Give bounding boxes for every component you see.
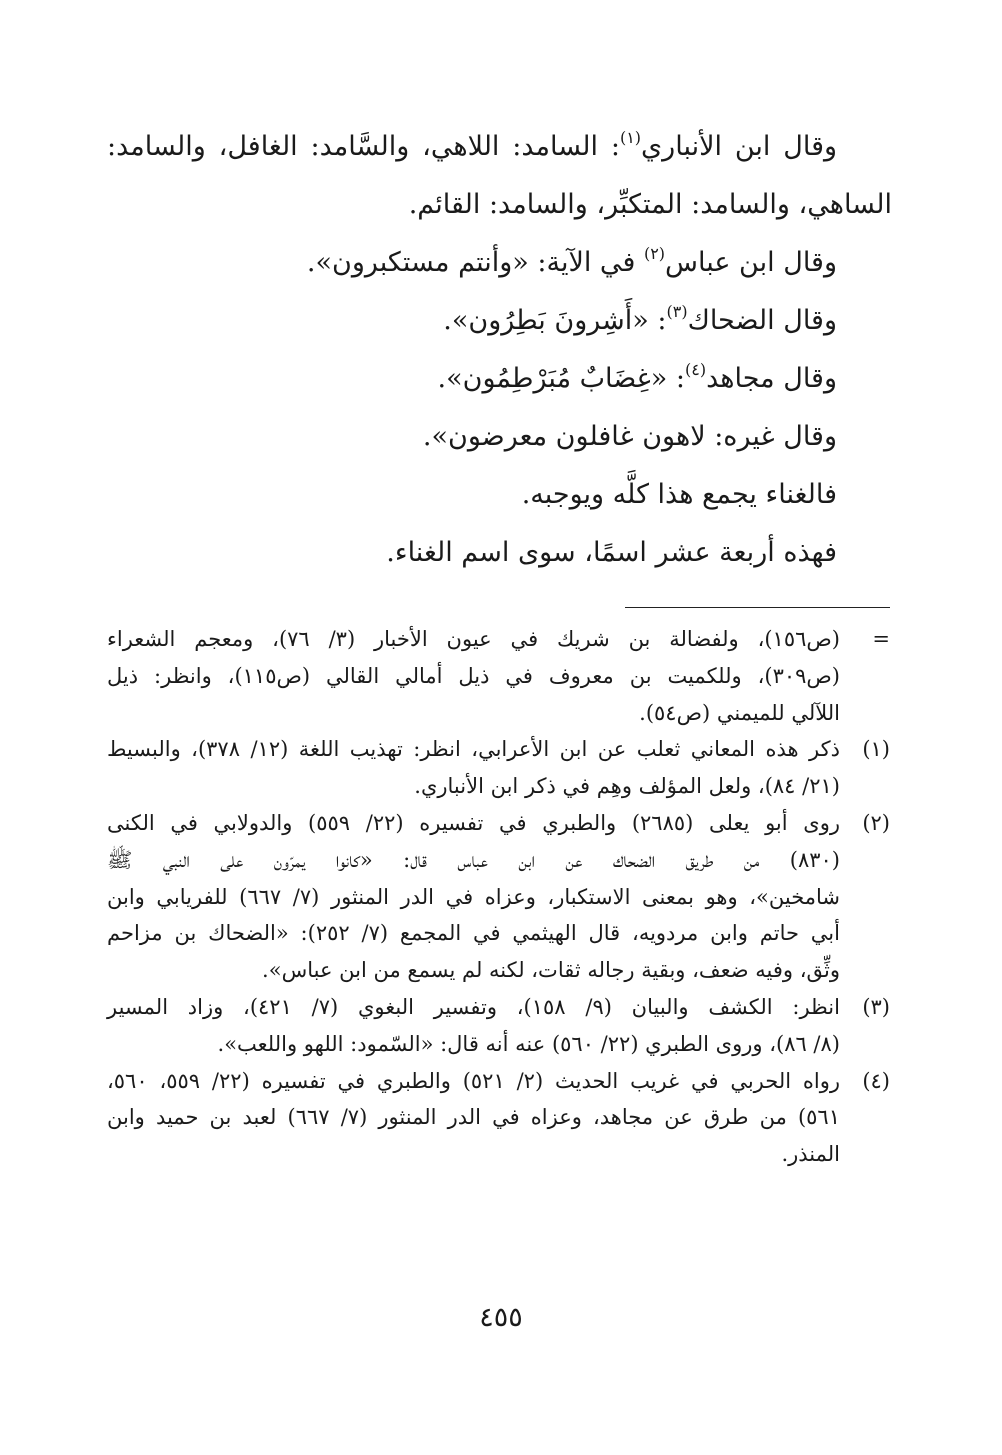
main-text-segment: وقال مجاهد	[706, 363, 837, 394]
footnote-reference: (٢)	[643, 244, 666, 263]
main-text-segment: في الآية: «وأنتم مستكبرون».	[306, 247, 644, 278]
footnote-line: المنذر.	[781, 1142, 840, 1167]
main-text-line	[107, 292, 892, 350]
main-text-segment: : «أَشِرونَ بَطِرُون».	[443, 305, 667, 336]
footnote-line: أبي حاتم وابن مردويه، قال الهيثمي في المجمع (٧/ ٢٥٢): «الضحاك بن مزاحم	[107, 921, 840, 946]
footnote-marker: (٢)	[862, 810, 890, 835]
footnote-line: وثِّق، وفيه ضعف، وبقية رجاله ثقات، لكنه لم يسمع من ابن عباس».	[262, 958, 840, 983]
footnote-line: (ص٣٠٩)، وللكميت بن معروف في ذيل أمالي القالي (ص١١٥)، وانظر: ذيل	[107, 663, 840, 688]
footnote-line: اللآلي للميمني (ص٥٤).	[639, 700, 840, 725]
main-text-segment: : السامد: اللاهي، والسَّامد: الغافل، والسامد:	[107, 131, 620, 162]
main-text-line	[107, 408, 892, 466]
footnote	[107, 805, 890, 989]
footnote-reference: (١)	[619, 128, 642, 147]
footnote-marker: =	[872, 627, 890, 651]
footnote	[107, 1063, 890, 1173]
main-text	[107, 118, 892, 582]
footnote-body	[107, 731, 840, 805]
footnote-marker: (٣)	[862, 994, 890, 1019]
page-number: ٤٥٥	[479, 1302, 523, 1333]
footnote-separator	[625, 607, 890, 608]
footnote-line: رواه الحربي في غريب الحديث (٢/ ٥٢١) والطبري في تفسيره (٢٢/ ٥٥٩، ٥٦٠،	[107, 1068, 840, 1093]
footnote-line: (٢١/ ٨٤)، ولعل المؤلف وهِم في ذكر ابن الأنباري.	[414, 774, 840, 799]
footnote-line: (ص١٥٦)، ولفضالة بن شريك في عيون الأخبار (٣/ ٧٦)، ومعجم الشعراء	[107, 627, 840, 651]
main-text-segment: فالغناء يجمع هذا كلَّه ويوجبه.	[521, 479, 837, 510]
main-text-segment: وقال ابن الأنباري	[641, 131, 838, 162]
footnote-line: (٨٣٠) من طريق الضحاك عن ابن عباس قال: «كانوا يمرّون على النبي ﷺ	[107, 847, 840, 872]
footnote-marker: (٤)	[862, 1068, 890, 1093]
footnote	[107, 989, 890, 1063]
footnote-line: ذكر هذه المعاني ثعلب عن ابن الأعرابي، انظر: تهذيب اللغة (١٢/ ٣٧٨)، والبسيط	[107, 737, 840, 762]
main-text-line	[107, 234, 892, 292]
main-text-segment: وقال الضحاك	[687, 305, 837, 336]
footnote-line: شامخين»، وهو بمعنى الاستكبار، وعزاه في الدر المنثور (٧/ ٦٦٧) للفريابي وابن	[107, 884, 840, 909]
main-text-segment: الساهي، والسامد: المتكبِّر، والسامد: القائم.	[408, 189, 892, 220]
main-text-line	[107, 118, 892, 176]
footnote	[107, 621, 890, 731]
footnote	[107, 731, 890, 805]
main-text-line	[107, 350, 892, 408]
footnote-body	[107, 1063, 840, 1173]
main-text-segment: وقال ابن عباس	[665, 247, 837, 278]
main-text-segment: فهذه أربعة عشر اسمًا، سوى اسم الغناء.	[386, 537, 837, 568]
footnote-reference: (٤)	[685, 360, 707, 379]
footnote-line: ٥٦١) من طرق عن مجاهد، وعزاه في الدر المنثور (٧/ ٦٦٧) لعبد بن حميد وابن	[107, 1105, 840, 1130]
footnote-body	[107, 989, 840, 1063]
footnotes	[107, 621, 890, 1173]
footnote-body	[107, 621, 840, 731]
footnote-marker: (١)	[862, 737, 890, 762]
footnote-line: روى أبو يعلى (٢٦٨٥) والطبري في تفسيره (٢٢/ ٥٥٩) والدولابي في الكنى	[107, 810, 840, 835]
main-text-line	[107, 524, 892, 582]
footnote-line: (٨/ ٨٦)، وروى الطبري (٢٢/ ٥٦٠) عنه أنه قال: «السّمود: اللهو واللعب».	[217, 1031, 840, 1056]
main-text-line	[107, 176, 892, 234]
footnote-body	[107, 805, 840, 989]
footnote-reference: (٣)	[666, 302, 688, 321]
main-text-segment: : «غِضَابٌ مُبَرْطِمُون».	[437, 363, 685, 394]
main-text-line	[107, 466, 892, 524]
main-text-segment: وقال غيره: لاهون غافلون معرضون».	[422, 421, 837, 452]
footnote-line: انظر: الكشف والبيان (٩/ ١٥٨)، وتفسير البغوي (٧/ ٤٢١)، وزاد المسير	[107, 994, 840, 1019]
